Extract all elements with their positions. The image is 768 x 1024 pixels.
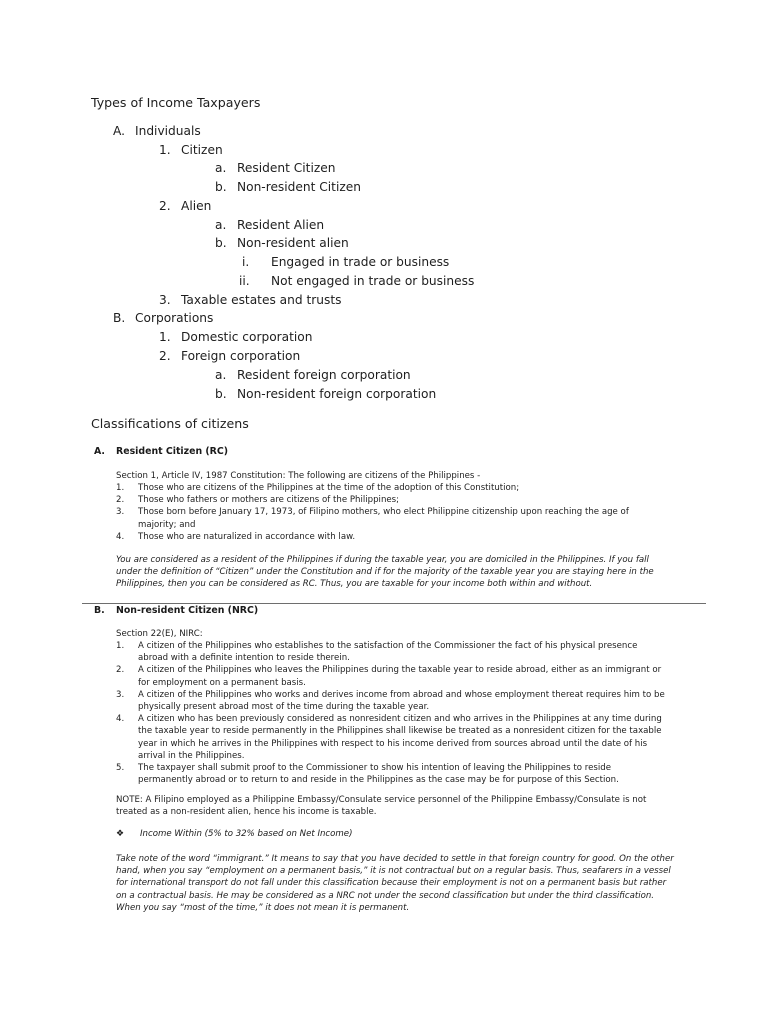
document-page: Types of Income Taxpayers A. Individuals 1. Citizen a. Resident Citizen b. Non-resident Citizen 2. Alien a. Resident Alien b. Non-resident alien i. Engaged in trade or business ii. Not engaged in trade or business 3. Taxable estates and trusts B. Corporations 1. Domestic corporation 2. Foreign corporation a. Resident foreign corporation b. Non-resident foreign corporation Classifications of citizens A. Resident Citizen (RC) Section 1, Article IV, 1987 Constitution: The following are citizens of the Philippines - 1. Those who are citizens of the Philippines at the time of the adoption of this Constitution; 2. Those who fathers or mothers are citizens of the Philippines; 3. Those born before January 17, 1973, of Filipino mothers, who elect Philippine citizenship upon reaching the age of majority; and 4. Those who are naturalized in accordance with law. You are considered as a resident of the Philippines if during the taxable year, you are domiciled in the Philippines. If you fall under the definition of “Citizen” under the Constitution and if for the majority of the taxable year you are staying here in the Philippines, then you can be considered as RC. Thus, you are taxable for your income both within and without. B. Non-resident Citizen (NRC) Section 22(E), NIRC: 1. A citizen of the Philippines who establishes to the satisfaction of the Commissioner the fact of his physical presence abroad with a definite intention to reside therein. 2. A citizen of the Philippines who leaves the Philippines during the taxable year to reside abroad, either as an immigrant or for employment on a permanent basis. 3. A citizen of the Philippines who works and derives income from abroad and whose employment thereat requires him to be physically present abroad most of the time during the taxable year. 4. A citizen who has been previously considered as nonresident citizen and who arrives in the Philippines at any time during the taxable year to reside permanently in the Philippines shall likewise be treated as a nonresident citizen for the taxable year in which he arrives in the Philippines with respect to his income derived from sources abroad until the date of his arrival in the Philippines. 5. The taxpayer shall submit proof to the Commissioner to show his intention of leaving the Philippines to reside permanently abroad or to return to and reside in the Philippines as the case may be for purpose of this Section. NOTE: A Filipino employed as a Philippine Embassy/Consulate service personnel of the Philippine Embassy/Consulate is not treated as a non-resident alien, hence his income is taxable. ❖ Income Within (5% to 32% based on Net Income) Take note of the word “immigrant.” It means to say that you have decided to settle in that foreign country for good. On the other hand, when you say “employment on a permanent basis,” it is not contractual but on a regular basis. Thus, seafarers in a vessel for international transport do not fall under this classification because their employment is not on a permanent basis but rather on a contractual basis. He may be considered as a NRC not under the second classification but under the third classification. When you say “most of the time,” it does not mean it is permanent. [0,0,768,1024]
rc-note: You are considered as a resident of the Philippines if during the taxable year, you are domiciled in the Philippines. If you fall under the definition of “Citizen” under the Constitution and if for the majority of the taxable year you are staying here in the Philippines, then you can be considered as RC. Thus, you are taxable for your income both within and without. [116,555,654,590]
classifications-title: Classifications of citizens [91,416,249,431]
list-item: 1. A citizen of the Philippines who establishes to the satisfaction of the Commissioner the fact of his physical presence abroad with a definite intention to reside therein. [116,641,638,664]
nrc-note: NOTE: A Filipino employed as a Philippine Embassy/Consulate service personnel of the Philippine Embassy/Consulate is not treated as a non-resident alien, hence his income is taxable. [116,795,647,818]
nrc-bullet: ❖ Income Within (5% to 32% based on Net Income) [116,829,353,839]
outline-title: Types of Income Taxpayers [91,95,261,110]
list-item: 3. Those born before January 17, 1973, of Filipino mothers, who elect Philippine citizenship upon reaching the age of majority; and [116,507,629,530]
list-item: 2. Those who fathers or mothers are citizens of the Philippines; [116,495,400,506]
list-item: 4. Those who are naturalized in accordance with law. [116,531,356,542]
nrc-list [116,640,668,786]
rc-intro: Section 1, Article IV, 1987 Constitution: The following are citizens of the Philippines - [116,471,481,481]
section-non-resident-citizen-title: B. Non-resident Citizen (NRC) [94,605,259,616]
list-item: 3. A citizen of the Philippines who works and derives income from abroad and whose employment thereat requires him to be physically present abroad most of the time during the taxable year. [116,689,665,713]
list-item: 5. The taxpayer shall submit proof to the Commissioner to show his intention of leaving the Philippines to reside permanently abroad or to return to and reside in the Philippines as the case may be for purpose of this Section. [116,763,619,786]
list-item: 4. A citizen who has been previously considered as nonresident citizen and who arrives in the Philippines at any time during the taxable year to reside permanently in the Philippines shall likewise be treated as a nonresident citizen for the taxable year in which he arrives in the Philippines with respect to his income derived from sources abroad until the date of his arrival in the Philippines. [116,714,662,761]
rc-list [116,482,670,543]
nrc-remark: Take note of the word “immigrant.” It means to say that you have decided to settle in that foreign country for good. On the other hand, when you say “employment on a permanent basis,” it is not contractual but on a regular basis. Thus, seafarers in a vessel for international transport do not fall under this classification because their employment is not on a permanent basis but rather on a contractual basis. He may be considered as a NRC not under the second classification but under the third classification. When you say “most of the time,” it does not mean it is permanent. [116,854,674,913]
list-item: 2. A citizen of the Philippines who leaves the Philippines during the taxable year to reside abroad, either as an immigrant or for employment on a permanent basis. [116,665,662,688]
diamond-bullet-icon: ❖ [116,829,125,839]
nrc-intro: Section 22(E), NIRC: [116,629,203,639]
section-resident-citizen-title: A. Resident Citizen (RC) [94,446,229,457]
list-item: 1. Those who are citizens of the Philippines at the time of the adoption of this Constitution; [116,483,520,493]
section-divider [82,603,706,604]
